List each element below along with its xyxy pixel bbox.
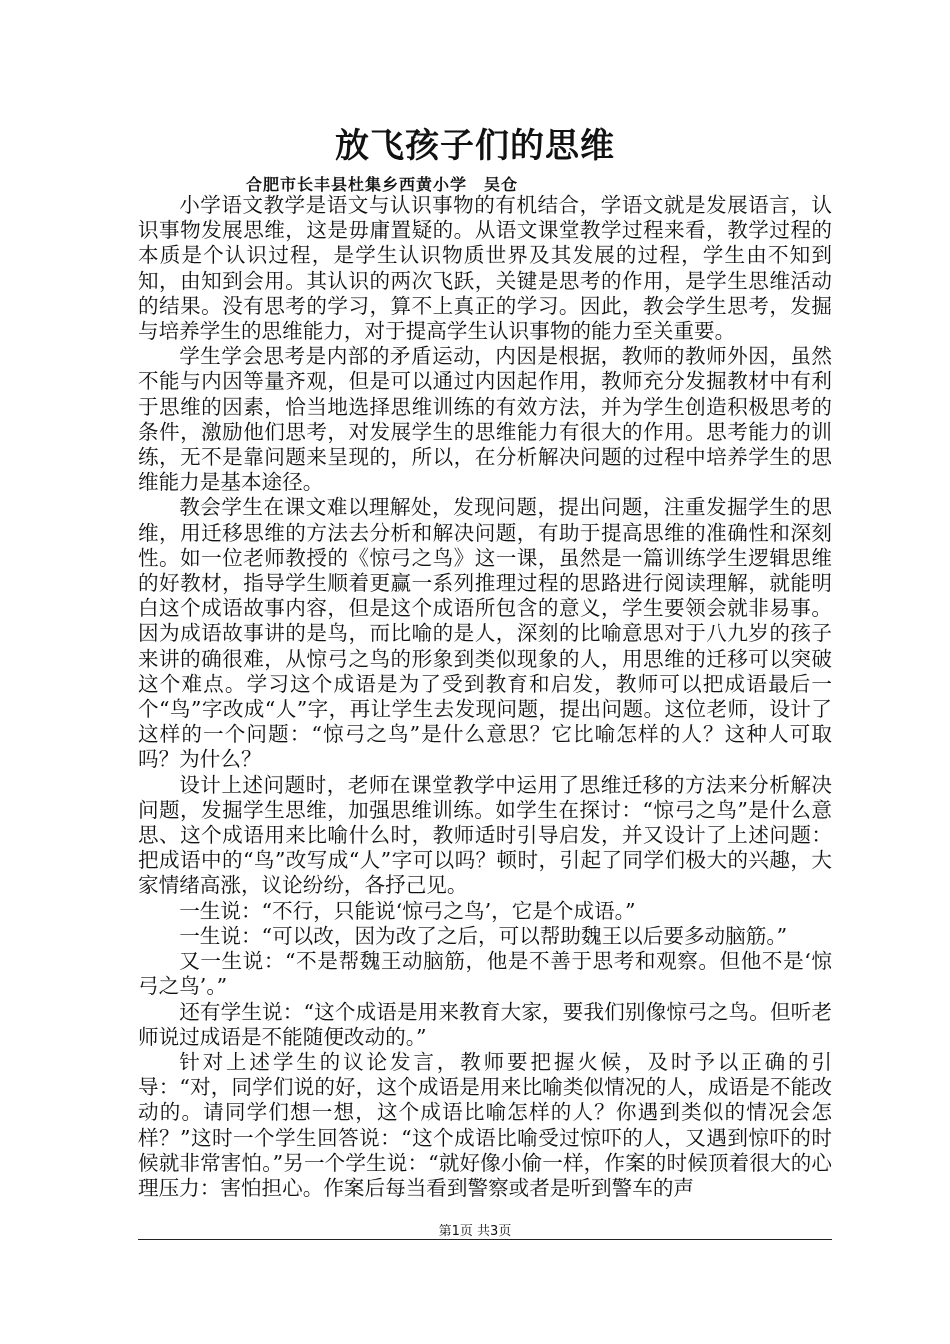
paragraph: 一生说：“不行，只能说‘惊弓之鸟’，它是个成语。” [179,898,636,923]
document-title: 放飞孩子们的思维 [335,126,615,166]
paragraph: 又一生说：“不是帮魏王动脑筋，他是不善于思考和观察。但他不是‘惊弓之鸟’。” [138,949,832,999]
paragraph: 针对上述学生的议论发言，教师要把握火候，及时予以正确的引导：“对，同学们说的好，这个成语是用来比喻类似情况的人，成语是不能改动的。请同学们想一想，这个成语比喻怎样的人？你遇到类似的情况会怎样？”这时一个学生回答说：“这个成语比喻受过惊吓的人，又遇到惊吓的时候就非常害怕。”另一个学生说：“就好像小偷一样，作案的时候顶着很大的心理压力：害怕担心。作案后每当看到警察或者是听到警车的声 [138,1049,832,1200]
footer-divider [138,1239,832,1240]
document-body [138,193,832,1201]
paragraph: 学生学会思考是内部的矛盾运动，内因是根据，教师的教师外因，虽然不能与内因等量齐观，但是可以通过内因起作用，教师充分发掘教材中有利于思维的因素，恰当地选择思维训练的有效方法，并为学生创造积极思考的条件，激励他们思考，对发展学生的思维能力有很大的作用。思考能力的训练，无不是靠问题来呈现的，所以，在分析解决问题的过程中培养学生的思维能力是基本途径。 [138,344,832,495]
paragraph: 还有学生说：“这个成语是用来教育大家，要我们别像惊弓之鸟。但听老师说过成语是不能随便改动的。” [138,999,832,1049]
paragraph: 小学语文教学是语文与认识事物的有机结合，学语文就是发展语言，认识事物发展思维，这是毋庸置疑的。从语文课堂教学过程来看，教学过程的本质是个认识过程，是学生认识物质世界及其发展的过程，学生由不知到知，由知到会用。其认识的两次飞跃，关键是思考的作用，是学生思维活动的结果。没有思考的学习，算不上真正的学习。因此，教会学生思考，发掘与培养学生的思维能力，对于提高学生认识事物的能力至关重要。 [138,193,832,344]
page-footer: 第1页 共3页 [438,1224,512,1239]
author-line: 合肥市长丰县杜集乡西黄小学 吴仓 [246,175,519,194]
paragraph: 教会学生在课文难以理解处，发现问题，提出问题，注重发掘学生的思维，用迁移思维的方法去分析和解决问题，有助于提高思维的准确性和深刻性。如一位老师教授的《惊弓之鸟》这一课，虽然是一篇训练学生逻辑思维的好教材，指导学生顺着更赢一系列推理过程的思路进行阅读理解，就能明白这个成语故事内容，但是这个成语所包含的意义，学生要领会就非易事。因为成语故事讲的是鸟，而比喻的是人，深刻的比喻意思对于八九岁的孩子来讲的确很难，从惊弓之鸟的形象到类似现象的人，用思维的迁移可以突破这个难点。学习这个成语是为了受到教育和启发，教师可以把成语最后一个“鸟”字改成“人”字，再让学生去发现问题，提出问题。这位老师，设计了这样的一个问题：“惊弓之鸟”是什么意思？它比喻怎样的人？这种人可取吗？为什么？ [138,495,832,772]
paragraph: 设计上述问题时，老师在课堂教学中运用了思维迁移的方法来分析解决问题，发掘学生思维，加强思维训练。如学生在探讨：“惊弓之鸟”是什么意思、这个成语用来比喻什么时，教师适时引导启发，并又设计了上述问题：把成语中的“鸟”改写成“人”字可以吗？顿时，引起了同学们极大的兴趣，大家情绪高涨，议论纷纷，各抒己见。 [138,772,832,898]
paragraph: 一生说：“可以改，因为改了之后，可以帮助魏王以后要多动脑筋。” [179,923,788,948]
